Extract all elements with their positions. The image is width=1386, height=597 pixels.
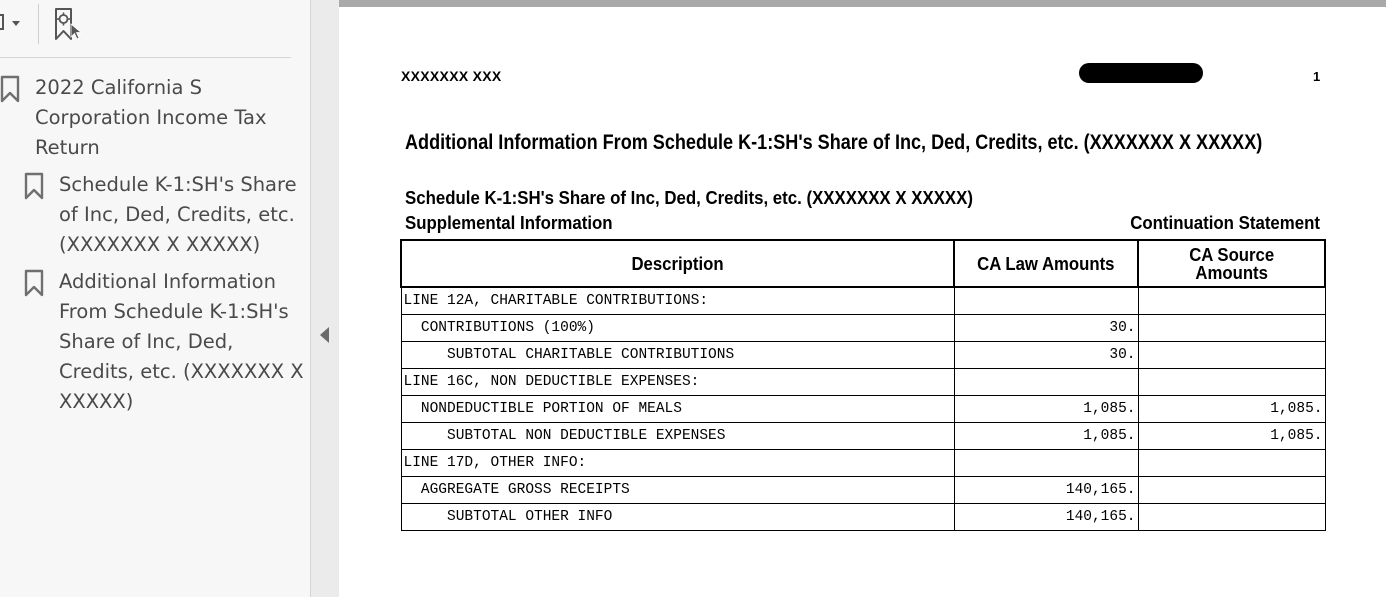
continuation-statement-label: Continuation Statement [1130, 213, 1320, 233]
description-cell: SUBTOTAL NON DEDUCTIBLE EXPENSES [401, 423, 954, 450]
ca-source-amount-cell [1138, 342, 1325, 369]
ca-law-amount-cell [954, 450, 1138, 477]
chevron-down-icon [12, 21, 20, 26]
ca-source-amount-cell [1138, 369, 1325, 396]
toolbar-divider [38, 4, 39, 44]
table-row [401, 287, 1325, 315]
options-menu-icon [0, 14, 4, 30]
table-row [401, 423, 1325, 450]
ca-law-amount-cell: 1,085. [954, 396, 1138, 423]
table-row [401, 369, 1325, 396]
table-header-row [401, 240, 1325, 287]
ca-law-amount-cell [954, 369, 1138, 396]
bookmarks-toolbar [0, 0, 311, 58]
ca-source-amount-cell [1138, 477, 1325, 504]
description-cell: CONTRIBUTIONS (100%) [401, 315, 954, 342]
description-cell: SUBTOTAL CHARITABLE CONTRIBUTIONS [401, 342, 954, 369]
ca-law-amount-cell: 1,085. [954, 423, 1138, 450]
table-row [401, 450, 1325, 477]
collapse-panel-button[interactable] [314, 320, 336, 350]
pdf-page [339, 7, 1386, 597]
table-row [401, 315, 1325, 342]
bookmark-label: 2022 California S Corporation Income Tax Return [35, 76, 267, 159]
ca-source-amount-cell [1138, 504, 1325, 531]
document-view[interactable] [339, 0, 1386, 597]
bookmark-icon [24, 269, 44, 297]
table-row [401, 477, 1325, 504]
ca-law-amount-cell: 140,165. [954, 504, 1138, 531]
table-row [401, 504, 1325, 531]
bookmarks-panel [0, 0, 311, 597]
find-current-bookmark-button[interactable] [52, 6, 88, 42]
ca-source-amount-cell [1138, 287, 1325, 315]
ca-source-amount-cell: 1,085. [1138, 423, 1325, 450]
table-body [401, 287, 1325, 531]
column-header-description: Description [401, 240, 954, 287]
ca-law-amount-cell [954, 287, 1138, 315]
redaction-mark [1079, 63, 1203, 83]
page-boundary [339, 0, 1386, 7]
ca-source-amount-cell [1138, 315, 1325, 342]
page-title: Additional Information From Schedule K-1:SH's Share of Inc, Ded, Credits, etc. (XXXXXXX X XXXXX) [405, 131, 1263, 154]
schedule-title: Schedule K-1:SH's Share of Inc, Ded, Credits, etc. (XXXXXXX X XXXXX) [405, 188, 973, 208]
table-row [401, 396, 1325, 423]
toolbar-divider-horizontal [0, 57, 291, 58]
column-header-ca-source-amounts: CA Source Amounts [1138, 240, 1325, 287]
options-menu-button[interactable] [0, 14, 26, 34]
ca-source-amount-cell: 1,085. [1138, 396, 1325, 423]
ca-source-amount-cell [1138, 450, 1325, 477]
description-cell: NONDEDUCTIBLE PORTION OF MEALS [401, 396, 954, 423]
taxpayer-name: XXXXXXX XXX [401, 68, 502, 84]
chevron-left-icon [320, 327, 329, 343]
bookmark-label: Schedule K-1:SH's Share of Inc, Ded, Credits, etc. (XXXXXXX X XXXXX) [59, 173, 297, 256]
description-cell: SUBTOTAL OTHER INFO [401, 504, 954, 531]
bookmark-icon [0, 75, 20, 103]
bookmark-tax-return[interactable] [0, 73, 300, 165]
find-current-bookmark-icon [52, 6, 88, 42]
bookmark-additional-information[interactable] [0, 267, 305, 419]
bookmark-schedule-k1[interactable] [0, 170, 305, 262]
table-row [401, 342, 1325, 369]
page-number: 1 [1313, 69, 1321, 84]
supplemental-info-label: Supplemental Information [405, 213, 613, 233]
bookmark-icon [24, 172, 44, 200]
ca-law-amount-cell: 140,165. [954, 477, 1138, 504]
description-cell: LINE 16C, NON DEDUCTIBLE EXPENSES: [401, 369, 954, 396]
description-cell: LINE 17D, OTHER INFO: [401, 450, 954, 477]
column-header-ca-law-amounts: CA Law Amounts [954, 240, 1138, 287]
ca-law-amount-cell: 30. [954, 342, 1138, 369]
ca-law-amount-cell: 30. [954, 315, 1138, 342]
description-cell: AGGREGATE GROSS RECEIPTS [401, 477, 954, 504]
bookmark-label: Additional Information From Schedule K-1:SH's Share of Inc, Ded, Credits, etc. (XXXXXXX X XXXXX) [59, 270, 304, 413]
supplemental-info-table [400, 239, 1326, 531]
description-cell: LINE 12A, CHARITABLE CONTRIBUTIONS: [401, 287, 954, 315]
panel-splitter[interactable] [311, 0, 339, 597]
